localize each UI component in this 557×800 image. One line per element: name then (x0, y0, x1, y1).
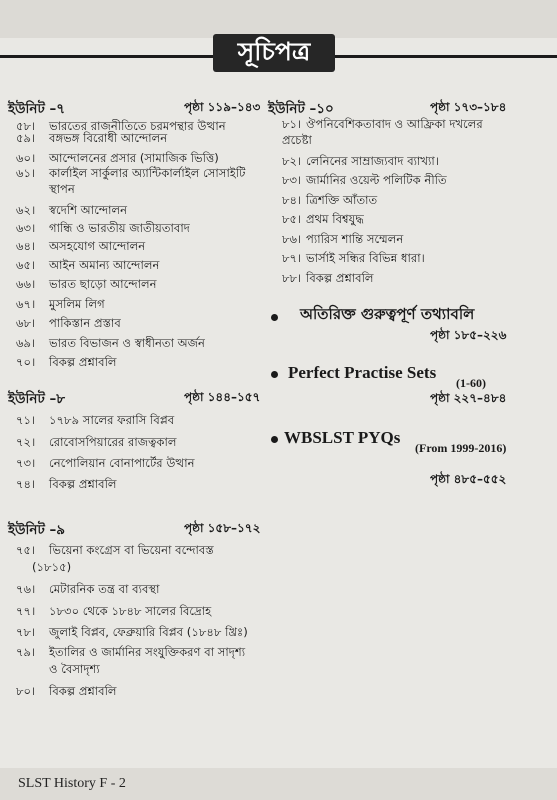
unit-page-range: পৃষ্ঠা ১৫৮–১৭২ (184, 521, 261, 535)
list-item: ৬৫। আইন অমান্য আন্দোলন (16, 258, 160, 272)
extra-page-range: পৃষ্ঠা ২২৭–৪৮৪ (430, 391, 507, 405)
extra-page-range: পৃষ্ঠা ৪৮৫–৫৫২ (430, 472, 507, 486)
bullet-icon (271, 371, 278, 378)
list-item: ৬৭। মুসলিম লিগ (16, 297, 105, 311)
bullet-icon (271, 436, 278, 443)
unit-page-range: পৃষ্ঠা ১৭৩–১৮৪ (430, 100, 507, 114)
list-item: ৮৭। ভার্সাই সন্ধির বিভিন্ন ধারা। (282, 251, 425, 265)
list-item: ৬৯। ভারত বিভাজন ও স্বাধীনতা অর্জন (16, 336, 205, 350)
extra-title: অতিরিক্ত গুরুত্বপূর্ণ তথ্যাবলি (300, 305, 475, 323)
footer-label: SLST History F - 2 (18, 776, 126, 791)
list-item: ৭৩। নেপোলিয়ান বোনাপার্টের উত্থান (16, 456, 195, 470)
extra-subtitle: (From 1999-2016) (415, 441, 507, 455)
extra-subtitle: (1-60) (456, 376, 486, 390)
list-item: ৮৫। প্রথম বিশ্বযুদ্ধ (282, 212, 364, 226)
list-item: ৭৯। ইতালির ও জার্মানির সংযুক্তিকরণ বা সাদৃশ্য ও বৈসাদৃশ্য (16, 645, 246, 676)
list-item: ৮৬। প্যারিস শান্তি সম্মেলন (282, 232, 404, 246)
list-item: ৭৪। বিকল্প প্রশ্নাবলি (16, 477, 117, 491)
page-title: সূচিপত্র (213, 34, 335, 72)
unit-heading: ইউনিট –১০ (268, 101, 334, 117)
list-item: ৭২। রোবোসপিয়ারের রাজত্বকাল (16, 435, 177, 449)
extra-page-range: পৃষ্ঠা ১৮৫–২২৬ (430, 328, 507, 342)
list-item: ৭১। ১৭৮৯ সালের ফরাসি বিপ্লব (16, 413, 175, 427)
list-item: ৮৩। জার্মানির ওয়েল্ট পলিটিক নীতি (282, 173, 447, 187)
unit-page-range: পৃষ্ঠা ১৪৪–১৫৭ (184, 390, 261, 404)
list-item: ৮১। ঔপনিবেশিকতাবাদ ও আফ্রিকা দখলের প্রচেষ্টা (282, 117, 483, 147)
list-item: ৬৮। পাকিস্তান প্রস্তাব (16, 316, 121, 330)
list-item: ৭০। বিকল্প প্রশ্নাবলি (16, 355, 117, 369)
list-item: ৭৫। ভিয়েনা কংগ্রেস বা ভিয়েনা বন্দোবস্ত (১৮১৫) (16, 543, 214, 574)
list-item: ৫৮। ভারতের রাজনীতিতে চরমপন্থার উত্থান (16, 119, 226, 133)
list-item: ৭৬। মেটারনিক তন্ত্র বা ব্যবস্থা (16, 582, 160, 596)
list-item: ৬২। স্বদেশি আন্দোলন (16, 203, 128, 217)
list-item: ৮২। লেনিনের সাম্রাজ্যবাদ ব্যাখ্যা। (282, 154, 439, 168)
list-item: ৭৭। ১৮৩০ থেকে ১৮৪৮ সালের বিদ্রোহ (16, 604, 212, 618)
bullet-icon (271, 314, 278, 321)
extra-title: WBSLST PYQs (284, 428, 401, 447)
list-item: ৮৮। বিকল্প প্রশ্নাবলি (282, 271, 374, 285)
list-item: ৬৩। গান্ধি ও ভারতীয় জাতীয়তাবাদ (16, 221, 190, 235)
list-item: ৭৮। জুলাই বিপ্লব, ফেব্রুয়ারি বিপ্লব (১৮৪৮ খ্রিঃ) (16, 625, 248, 639)
list-item: ৮০। বিকল্প প্রশ্নাবলি (16, 684, 117, 698)
list-item: ৬০। আন্দোলনের প্রসার (সামাজিক ভিত্তি) (16, 151, 219, 165)
unit-heading: ইউনিট –৭ (8, 101, 66, 117)
extra-title: Perfect Practise Sets (288, 363, 437, 382)
list-item: ৬৪। অসহযোগ আন্দোলন (16, 239, 146, 253)
unit-heading: ইউনিট –৯ (8, 522, 66, 538)
list-item: ৫৯। বঙ্গভঙ্গ বিরোধী আন্দোলন (16, 131, 168, 145)
list-item: ৮৪। ত্রিশক্তি আঁতাত (282, 193, 378, 207)
unit-heading: ইউনিট –৮ (8, 391, 66, 407)
unit-page-range: পৃষ্ঠা ১১৯–১৪৩ (184, 100, 261, 114)
list-item: ৬১। কার্লাইল সার্কুলার অ্যান্টিকার্লাইল সোসাইটি স্থাপন (16, 166, 246, 196)
list-item: ৬৬। ভারত ছাড়ো আন্দোলন (16, 277, 157, 291)
